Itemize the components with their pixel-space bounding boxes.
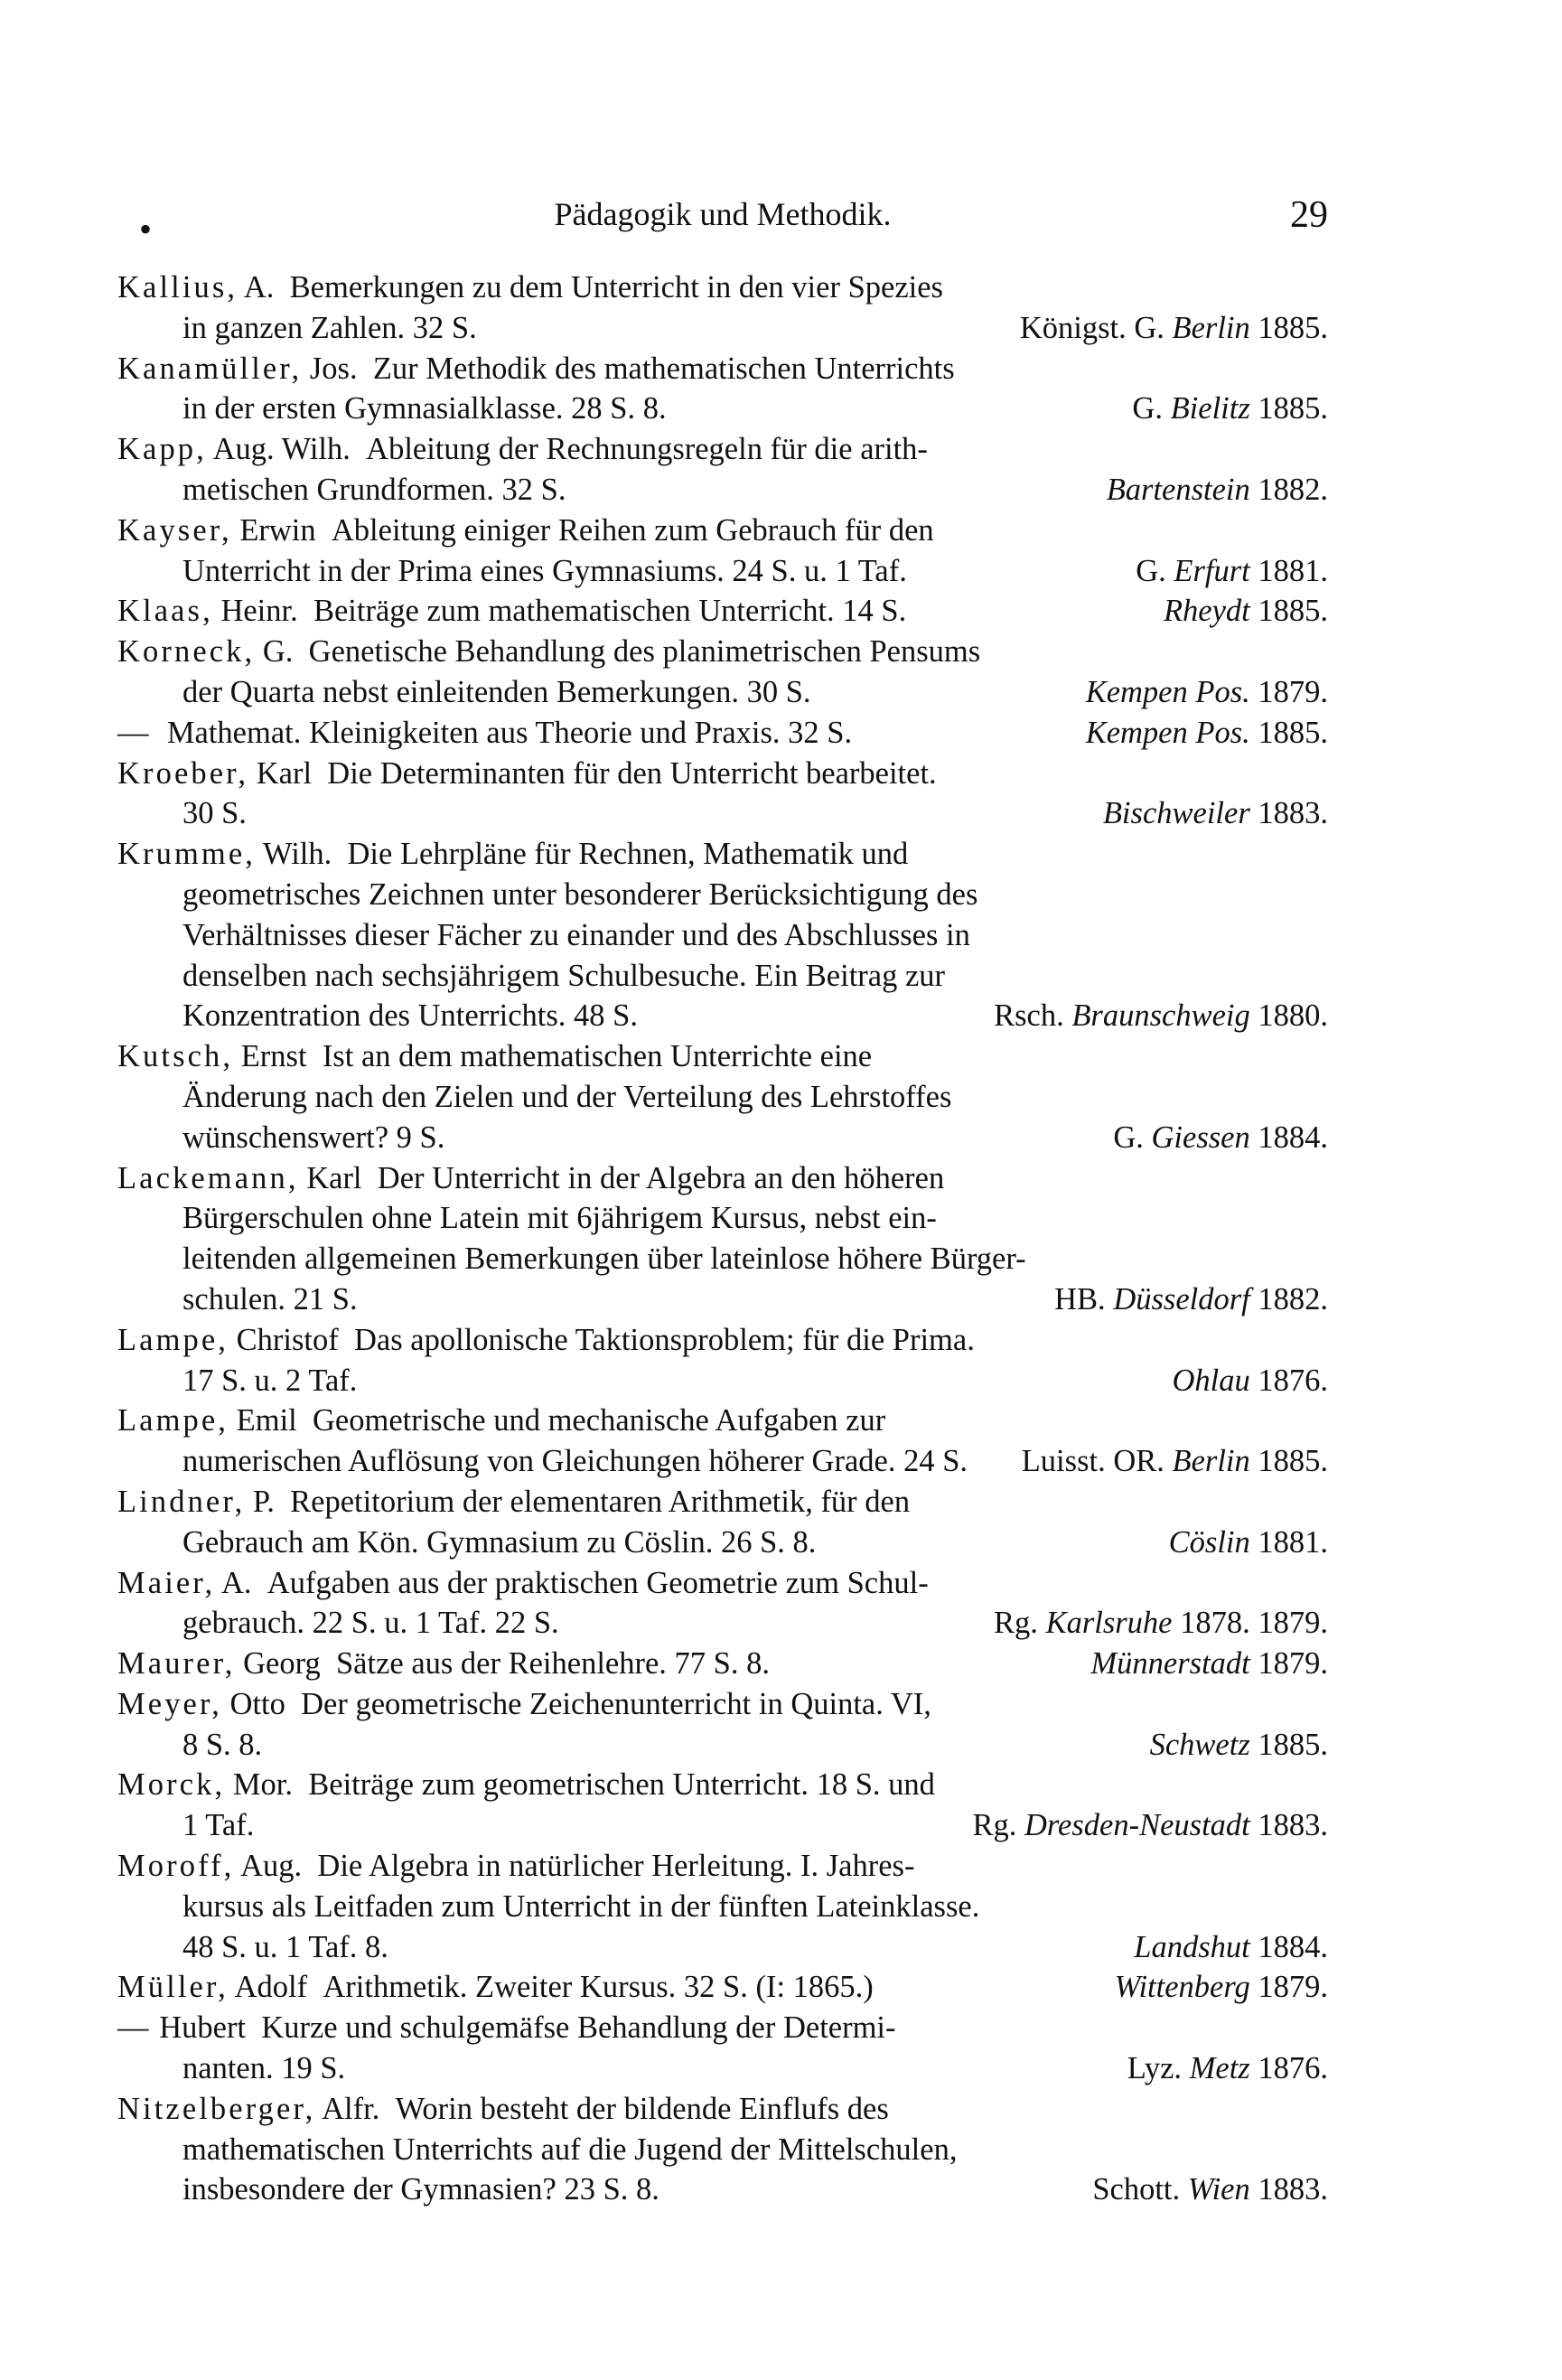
entry-text-line: Genetische Behandlung des planimetrischen Pensums: [308, 634, 981, 670]
entry-publication-info: [1090, 1644, 1328, 1684]
entry-place: Bartenstein: [1106, 472, 1250, 507]
entry-publication-info: [1169, 1523, 1328, 1563]
entry-author: Kanamüller,: [117, 351, 303, 386]
entry-year: 1885.: [1258, 715, 1328, 750]
entry-year: 1885.: [1258, 1444, 1328, 1479]
entry-text-line: der Quarta nebst einleitenden Bemerkungen. 30 S.: [182, 674, 811, 709]
entry-text-line: kursus als Leitfaden zum Unterricht in der fünften Lateinklasse.: [182, 1888, 980, 1924]
entry-author-given-name: Otto: [229, 1686, 285, 1721]
entry-text-line: numerischen Auflösung von Gleichungen höherer Grade. 24 S.: [182, 1444, 968, 1479]
entry-year: 1879.: [1258, 1970, 1328, 2005]
entry-author: Klaas,: [117, 594, 213, 629]
entry-author-given-name: Christof: [236, 1322, 339, 1357]
entry-text-line: Ableitung der Rechnungsregeln für die arith-: [366, 432, 928, 467]
entry-text-line: Änderung nach den Zielen und der Verteilung des Lehrstoffes: [182, 1079, 952, 1114]
entry-author: Kallius,: [117, 270, 239, 305]
entry-author: Lampe,: [117, 1403, 229, 1438]
bibliography-entry: [117, 834, 1328, 1036]
entry-text-line: Ist an dem mathematischen Unterrichte eine: [322, 1039, 873, 1074]
entry-text-line: nanten. 19 S.: [182, 2051, 346, 2086]
entry-publication-info: [972, 1805, 1328, 1846]
entry-text-line: mathematischen Unterrichts auf die Jugend der Mittelschulen,: [182, 2132, 958, 2167]
bibliography-entry: [117, 1401, 1328, 1482]
entry-text-line: Worin besteht der bildende Einflufs des: [395, 2091, 889, 2126]
entry-text-line: denselben nach sechsjährigem Schulbesuche. Ein Beitrag zur: [182, 958, 946, 993]
entry-year: 1883.: [1258, 796, 1328, 831]
entry-author: Maurer,: [117, 1646, 236, 1682]
entry-place: Wien: [1187, 2172, 1250, 2207]
bibliography-entry: [117, 267, 1328, 349]
entry-publication-info: [1086, 672, 1328, 713]
entry-author: Kutsch,: [117, 1039, 234, 1074]
entry-text-line: in der ersten Gymnasialklasse. 28 S. 8.: [182, 391, 667, 426]
entry-publication-info: [1127, 2048, 1328, 2089]
bibliography-entry: [117, 632, 1328, 713]
page-number: 29: [1290, 194, 1328, 236]
entry-school: Lyz.: [1127, 2051, 1190, 2086]
entry-text-line: Bemerkungen zu dem Unterricht in den vier Spezies: [289, 270, 943, 305]
bibliography-entry: [117, 511, 1328, 592]
bibliography-entry: [117, 754, 1328, 835]
running-header: [117, 192, 1328, 249]
bibliography-entry: [117, 2089, 1328, 2210]
entry-text-line: Die Lehrpläne für Rechnen, Mathematik und: [347, 837, 909, 872]
entry-author-given-name: Alfr.: [322, 2091, 380, 2126]
bibliography-entry: [117, 1644, 1328, 1684]
entry-year: 1880.: [1258, 998, 1328, 1034]
entry-text-line: Sätze aus der Reihenlehre. 77 S. 8.: [335, 1646, 770, 1682]
entry-text-line: Beiträge zum mathematischen Unterricht. 14 S.: [313, 594, 907, 629]
entry-author: Meyer,: [117, 1686, 222, 1721]
entry-school: Rg.: [972, 1808, 1024, 1843]
entry-author: Krumme,: [117, 837, 256, 872]
entry-author-given-name: Jos.: [309, 351, 358, 386]
entry-publication-info: [1173, 1361, 1329, 1401]
entry-year: 1885.: [1258, 310, 1328, 345]
entry-author-given-name: Aug.: [240, 1849, 303, 1884]
entry-author-given-name: Erwin: [239, 512, 316, 548]
entry-publication-info: [1020, 308, 1328, 349]
entry-author-given-name: Aug. Wilh.: [212, 432, 351, 467]
entry-text-line: Die Algebra in natürlicher Herleitung. I. Jahres-: [317, 1849, 915, 1884]
entry-school: G.: [1113, 1120, 1152, 1155]
bibliography-entry: [117, 2008, 1328, 2089]
entry-author-given-name: A.: [243, 270, 275, 305]
entry-publication-info: [1150, 1725, 1328, 1766]
entry-text-line: metischen Grundformen. 32 S.: [182, 472, 566, 507]
entry-author-given-name: Karl: [306, 1160, 362, 1195]
entry-text-line: 17 S. u. 2 Taf.: [182, 1363, 358, 1398]
entry-text-line: Verhältnisses dieser Fächer zu einander und des Abschlusses in: [182, 917, 970, 952]
page-title: Pädagogik und Methodik.: [554, 196, 892, 232]
entry-author: Maier,: [117, 1565, 216, 1600]
entry-year: 1878. 1879.: [1180, 1606, 1328, 1641]
entry-place: Schwetz: [1149, 1727, 1250, 1762]
entry-text-line: 48 S. u. 1 Taf. 8.: [182, 1929, 388, 1964]
entry-author: Lindner,: [117, 1484, 246, 1519]
entry-year: 1883.: [1258, 1808, 1328, 1843]
entry-author-given-name: Mor.: [232, 1767, 293, 1803]
bibliography-entry: [117, 1765, 1328, 1846]
entry-text-line: Das apollonische Taktionsproblem; für die Prima.: [354, 1322, 975, 1357]
entry-place: Giessen: [1151, 1120, 1250, 1155]
entry-publication-info: [1132, 389, 1328, 429]
entry-place: Bielitz: [1170, 391, 1250, 426]
entry-text-line: insbesondere der Gymnasien? 23 S. 8.: [182, 2172, 659, 2207]
entry-text-line: 8 S. 8.: [182, 1727, 263, 1762]
entry-school: Rsch.: [994, 998, 1072, 1034]
entry-year: 1879.: [1258, 674, 1328, 709]
entry-year: 1882.: [1258, 1281, 1328, 1316]
entry-place: Berlin: [1172, 1444, 1250, 1479]
entry-publication-info: [1134, 1927, 1328, 1968]
entry-school: HB.: [1054, 1281, 1114, 1316]
entry-text-line: wünschenswert? 9 S.: [182, 1120, 445, 1155]
entry-place: Kempen Pos.: [1085, 674, 1250, 709]
bibliography-entry: [117, 1967, 1328, 2008]
entry-text-line: Unterricht in der Prima eines Gymnasiums. 24 S. u. 1 Taf.: [182, 553, 907, 588]
entry-year: 1881.: [1258, 1524, 1328, 1560]
entry-text-line: Zur Methodik des mathematischen Unterrichts: [372, 351, 955, 386]
entry-text-line: Gebrauch am Kön. Gymnasium zu Cöslin. 26 S. 8.: [182, 1524, 817, 1560]
entry-text-line: 1 Taf.: [182, 1808, 255, 1843]
entry-place: Landshut: [1134, 1929, 1250, 1964]
entry-place: Cöslin: [1168, 1524, 1250, 1560]
entry-author-given-name: P.: [252, 1484, 275, 1519]
entry-place: Erfurt: [1174, 553, 1250, 588]
entry-publication-info: [1107, 470, 1328, 511]
entry-text-line: schulen. 21 S.: [182, 1281, 358, 1316]
entry-publication-info: [1136, 551, 1328, 592]
entry-publication-info: [1113, 1118, 1328, 1158]
entry-author: Morck,: [117, 1767, 226, 1803]
entry-publication-info: [1054, 1279, 1328, 1320]
entry-school: G.: [1132, 391, 1171, 426]
entry-year: 1884.: [1258, 1120, 1328, 1155]
entry-text-line: Mathemat. Kleinigkeiten aus Theorie und Praxis. 32 S.: [166, 715, 853, 750]
entry-year: 1884.: [1258, 1929, 1328, 1964]
entry-author-given-name: G.: [262, 634, 294, 670]
entry-text-line: in ganzen Zahlen. 32 S.: [182, 310, 477, 345]
entry-text-line: Repetitorium der elementaren Arithmetik, für den: [290, 1484, 911, 1519]
entry-author-given-name: Karl: [256, 755, 313, 791]
entry-place: Münnerstadt: [1090, 1646, 1250, 1682]
entry-author: Lampe,: [117, 1322, 229, 1357]
bibliography-entry: [117, 429, 1328, 511]
entry-year: 1879.: [1258, 1646, 1328, 1682]
entry-author-given-name: A.: [220, 1565, 252, 1600]
entry-author-given-name: Ernst: [240, 1039, 307, 1074]
entry-author-given-name: Emil: [236, 1403, 297, 1438]
bibliography-entry: [117, 1563, 1328, 1644]
bibliography-entry: [117, 1036, 1328, 1157]
bibliography-entry: [117, 349, 1328, 430]
entry-place: Ohlau: [1172, 1363, 1250, 1398]
entry-school: Luisst. OR.: [1021, 1444, 1173, 1479]
entry-place: Braunschweig: [1071, 998, 1250, 1034]
entry-text-line: Aufgaben aus der praktischen Geometrie zum Schul-: [267, 1565, 929, 1600]
bibliography-entry: [117, 713, 1328, 754]
entry-year: 1885.: [1258, 1727, 1328, 1762]
entry-author: —: [117, 2010, 152, 2046]
entry-author-given-name: Georg: [243, 1646, 321, 1682]
entry-place: Bischweiler: [1102, 796, 1250, 831]
entry-publication-info: [1086, 713, 1328, 754]
entry-text-line: Konzentration des Unterrichts. 48 S.: [182, 998, 638, 1034]
entry-author: Korneck,: [117, 634, 256, 670]
entry-publication-info: [1103, 793, 1328, 834]
bibliography-entry: [117, 1846, 1328, 1967]
entry-place: Rheydt: [1163, 594, 1250, 629]
entry-text-line: Der geometrische Zeichenunterricht in Quinta. VI,: [301, 1686, 931, 1721]
entry-text-line: Die Determinanten für den Unterricht bearbeitet.: [327, 755, 937, 791]
bibliography-entry: [117, 1320, 1328, 1401]
entry-author: Nitzelberger,: [117, 2091, 316, 2126]
entry-text-line: leitenden allgemeinen Bemerkungen über lateinlose höhere Bürger-: [182, 1242, 1026, 1277]
entry-text-line: Ableitung einiger Reihen zum Gebrauch für den: [331, 512, 934, 548]
entry-publication-info: [1164, 591, 1328, 632]
entry-publication-info: [1022, 1441, 1328, 1482]
entry-school: Schott.: [1092, 2172, 1188, 2207]
bibliography-entry: [117, 1158, 1328, 1320]
entry-school: G.: [1136, 553, 1174, 588]
entry-place: Karlsruhe: [1045, 1606, 1173, 1641]
entry-place: Metz: [1189, 2051, 1250, 2086]
entry-author: —: [117, 715, 152, 750]
entry-text-line: 30 S.: [182, 796, 247, 831]
bibliography-entry: [117, 591, 1328, 632]
header-mark: •: [139, 209, 153, 249]
entry-author-given-name: Adolf: [234, 1970, 308, 2005]
entry-author: Lackemann,: [117, 1160, 299, 1195]
entry-year: 1882.: [1258, 472, 1328, 507]
entry-year: 1876.: [1258, 2051, 1328, 2086]
entry-place: Wittenberg: [1114, 1970, 1250, 2005]
entry-place: Berlin: [1172, 310, 1250, 345]
bibliography-list: [117, 267, 1328, 2210]
entry-author-given-name: Heinr.: [220, 594, 298, 629]
entry-year: 1885.: [1258, 594, 1328, 629]
entry-publication-info: [1115, 1967, 1328, 2008]
entry-author: Moroff,: [117, 1849, 235, 1884]
entry-publication-info: [994, 996, 1328, 1036]
entry-publication-info: [994, 1603, 1328, 1644]
entry-publication-info: [1092, 2169, 1328, 2210]
entry-place: Kempen Pos.: [1085, 715, 1250, 750]
entry-place: Düsseldorf: [1113, 1281, 1250, 1316]
entry-year: 1885.: [1258, 391, 1328, 426]
entry-author-given-name: Wilh.: [263, 837, 332, 872]
entry-place: Dresden-Neustadt: [1024, 1808, 1250, 1843]
entry-text-line: Kurze und schulgemäfse Behandlung der Determi-: [261, 2010, 896, 2046]
bibliography-entry: [117, 1684, 1328, 1766]
entry-author-given-name: Hubert: [159, 2010, 247, 2046]
entry-author: Kayser,: [117, 512, 232, 548]
entry-text-line: Bürgerschulen ohne Latein mit 6jährigem Kursus, nebst ein-: [182, 1201, 937, 1236]
entry-text-line: Arithmetik. Zweiter Kursus. 32 S. (I: 1865.): [323, 1970, 874, 2005]
entry-author: Kroeber,: [117, 755, 249, 791]
entry-text-line: geometrisches Zeichnen unter besonderer Berücksichtigung des: [182, 876, 978, 912]
entry-school: Rg.: [994, 1606, 1046, 1641]
entry-year: 1881.: [1258, 553, 1328, 588]
entry-school: Königst. G.: [1019, 310, 1173, 345]
entry-year: 1883.: [1258, 2172, 1328, 2207]
entry-text-line: Geometrische und mechanische Aufgaben zur: [313, 1403, 886, 1438]
entry-author: Müller,: [117, 1970, 229, 2005]
entry-year: 1876.: [1258, 1363, 1328, 1398]
bibliography-entry: [117, 1482, 1328, 1563]
entry-text-line: Beiträge zum geometrischen Unterricht. 18 S. und: [308, 1767, 935, 1803]
entry-author: Kapp,: [117, 432, 207, 467]
entry-text-line: Der Unterricht in der Algebra an den höheren: [377, 1160, 945, 1195]
entry-text-line: gebrauch. 22 S. u. 1 Taf. 22 S.: [182, 1606, 559, 1641]
